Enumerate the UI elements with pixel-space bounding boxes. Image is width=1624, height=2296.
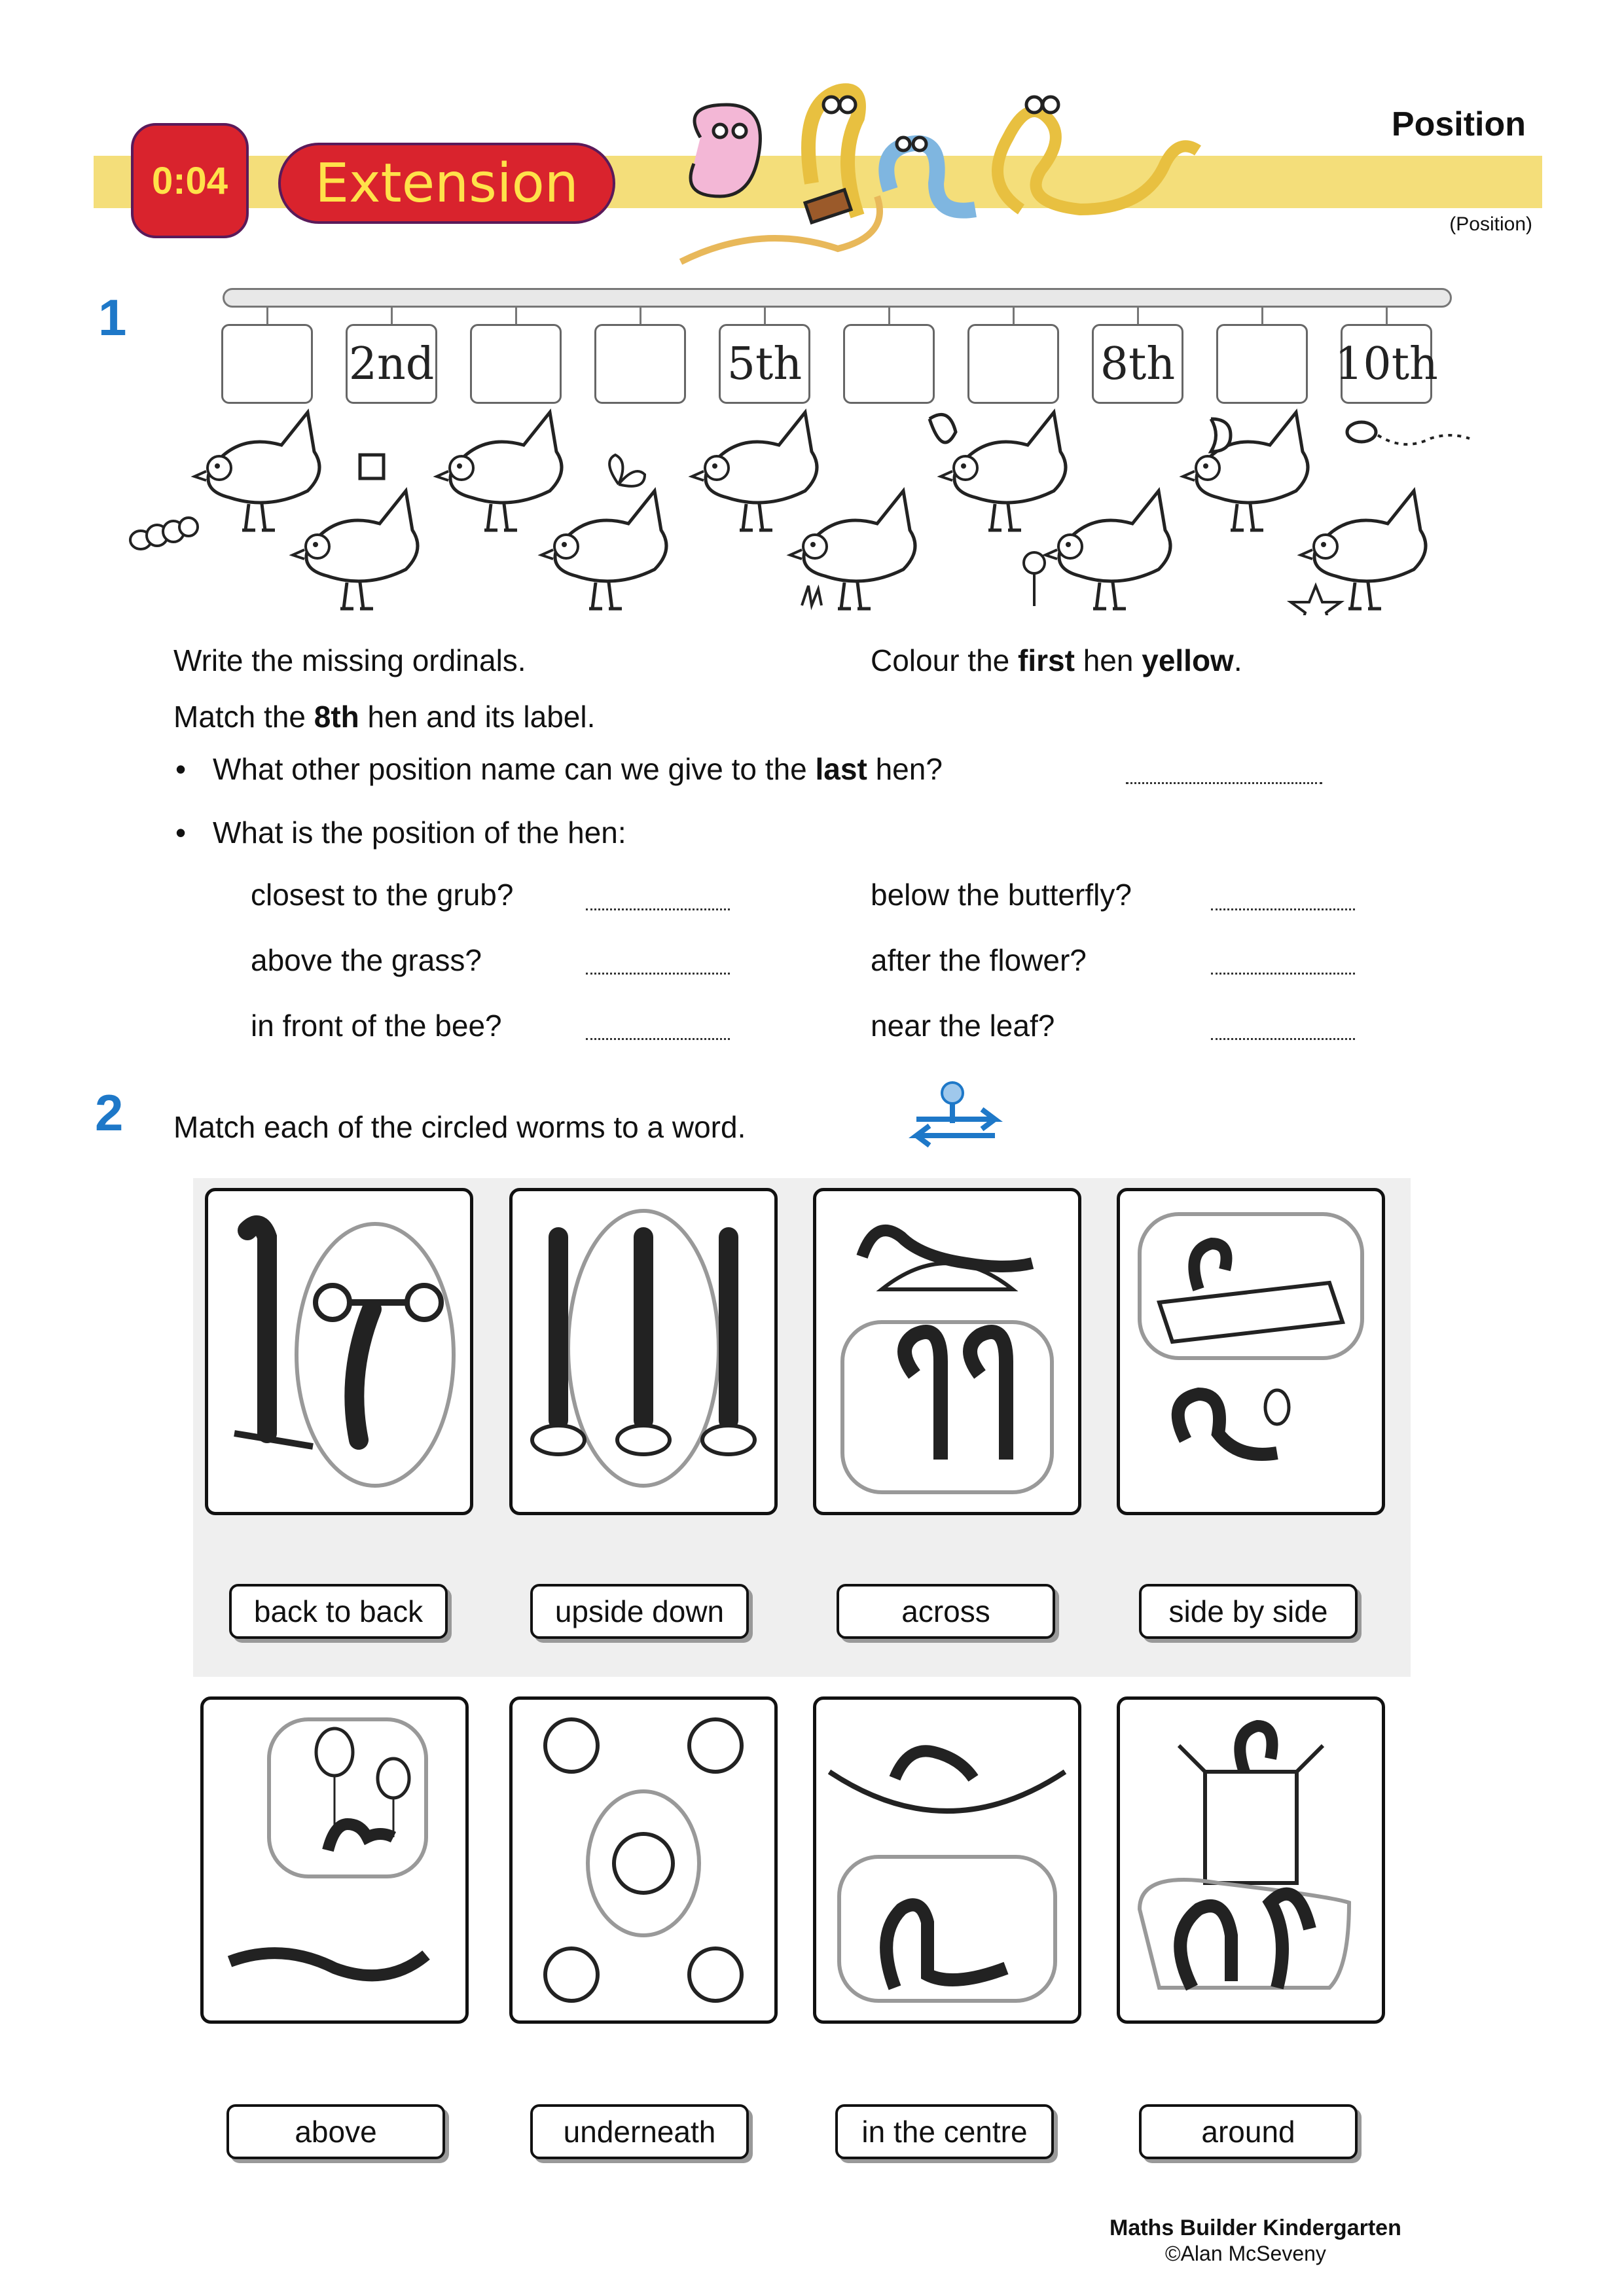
worms-upside-down-illustration: [513, 1191, 774, 1512]
instruction-match-worms: Match each of the circled worms to a word.: [173, 1110, 746, 1144]
activity-code-badge: 0:04: [131, 123, 249, 238]
bullet-dot: •: [175, 816, 187, 850]
answer-line-leaf[interactable]: [1211, 1038, 1355, 1040]
ordinal-slot-6[interactable]: [843, 324, 935, 404]
worms-underneath-illustration: [513, 1700, 774, 2020]
bullet-last-hen: What other position name can we give to the last hen?: [213, 752, 943, 786]
worms-across-illustration: [816, 1191, 1078, 1512]
ordinal-slot-2[interactable]: 2nd: [346, 324, 437, 404]
worms-in-the-centre-illustration: [816, 1700, 1078, 2020]
question-closest-grub: closest to the grub?: [251, 878, 514, 912]
hanger: [640, 306, 641, 325]
hen: [692, 412, 817, 530]
panel-above[interactable]: [200, 1696, 469, 2024]
label-side-by-side[interactable]: side by side: [1139, 1584, 1358, 1639]
hen: [293, 491, 418, 609]
hanger: [1137, 306, 1139, 325]
hanger: [1386, 306, 1388, 325]
ordinal-slot-10[interactable]: 10th: [1341, 324, 1432, 404]
question-1-number: 1: [98, 289, 127, 346]
matching-worm-icon: [907, 1073, 1005, 1152]
hanger: [266, 306, 268, 325]
worms-above-illustration: [204, 1700, 465, 2020]
question-near-leaf: near the leaf?: [871, 1009, 1055, 1043]
star-icon: [1291, 586, 1341, 615]
panel-underneath[interactable]: [509, 1696, 778, 2024]
butterfly-icon: [609, 455, 645, 486]
label-around[interactable]: around: [1139, 2104, 1358, 2159]
hens-illustration[interactable]: [111, 393, 1486, 615]
bullet-position-question: What is the position of the hen:: [213, 816, 626, 850]
leaf-icon: [929, 414, 956, 442]
ordinal-slot-3[interactable]: [470, 324, 562, 404]
footer-book-title: Maths Builder Kindergarten: [1110, 2215, 1401, 2240]
answer-line-last-hen[interactable]: [1126, 782, 1322, 784]
page-topic: Position: [1391, 105, 1526, 143]
question-below-butterfly: below the butterfly?: [871, 878, 1132, 912]
hanger: [888, 306, 890, 325]
panel-upside-down[interactable]: [509, 1188, 778, 1515]
ordinal-slot-5[interactable]: 5th: [719, 324, 810, 404]
panel-side-by-side[interactable]: [1117, 1188, 1385, 1515]
hanger: [1261, 306, 1263, 325]
ordinal-slot-1[interactable]: [221, 324, 313, 404]
worms-side-by-side-illustration: [1120, 1191, 1382, 1512]
ordinal-slot-8[interactable]: 8th: [1092, 324, 1183, 404]
worms-around-illustration: [1120, 1700, 1382, 2020]
hanger: [764, 306, 766, 325]
label-in-the-centre[interactable]: in the centre: [835, 2104, 1054, 2159]
grass-icon: [802, 586, 821, 605]
hanging-rail: [223, 288, 1452, 308]
ordinal-slot-9[interactable]: [1216, 324, 1308, 404]
hanger: [515, 306, 517, 325]
bullet-dot: •: [175, 752, 187, 786]
instruction-write-ordinals: Write the missing ordinals.: [173, 643, 526, 677]
moon-icon: [1211, 419, 1231, 452]
answer-line-butterfly[interactable]: [1211, 908, 1355, 910]
worms-back-to-back-illustration: [208, 1191, 470, 1512]
hen: [1301, 491, 1426, 609]
label-above[interactable]: above: [226, 2104, 445, 2159]
hen: [1045, 491, 1170, 609]
label-upside-down[interactable]: upside down: [530, 1584, 749, 1639]
page-subtopic: (Position): [1449, 213, 1532, 235]
grub-icon: [130, 518, 198, 549]
answer-line-flower[interactable]: [1211, 973, 1355, 975]
label-across[interactable]: across: [837, 1584, 1055, 1639]
hen: [194, 412, 319, 530]
panel-across[interactable]: [813, 1188, 1081, 1515]
cube-icon: [360, 455, 384, 478]
panel-in-the-centre[interactable]: [813, 1696, 1081, 2024]
hen: [1183, 412, 1308, 530]
answer-line-bee[interactable]: [586, 1038, 730, 1040]
flower-icon: [1024, 552, 1045, 606]
hanger: [391, 306, 393, 325]
worms-header-illustration: [641, 79, 1283, 275]
ordinal-slot-4[interactable]: [594, 324, 686, 404]
bee-icon: [1347, 422, 1470, 444]
answer-line-grass[interactable]: [586, 973, 730, 975]
instruction-match-8th: Match the 8th hen and its label.: [173, 700, 596, 734]
hen: [941, 412, 1066, 530]
panel-around[interactable]: [1117, 1696, 1385, 2024]
label-underneath[interactable]: underneath: [530, 2104, 749, 2159]
question-front-of-bee: in front of the bee?: [251, 1009, 502, 1043]
panel-back-to-back[interactable]: [205, 1188, 473, 1515]
instruction-colour-first: Colour the first hen yellow.: [871, 643, 1242, 677]
question-after-flower: after the flower?: [871, 943, 1087, 977]
ordinal-slot-7[interactable]: [967, 324, 1059, 404]
question-above-grass: above the grass?: [251, 943, 482, 977]
hen: [541, 491, 666, 609]
answer-line-grub[interactable]: [586, 908, 730, 910]
footer-author: ©Alan McSeveny: [1165, 2242, 1326, 2265]
label-back-to-back[interactable]: back to back: [229, 1584, 448, 1639]
hanger: [1013, 306, 1015, 325]
hen: [437, 412, 562, 530]
extension-banner: Extension: [278, 143, 615, 224]
question-2-number: 2: [95, 1084, 124, 1141]
